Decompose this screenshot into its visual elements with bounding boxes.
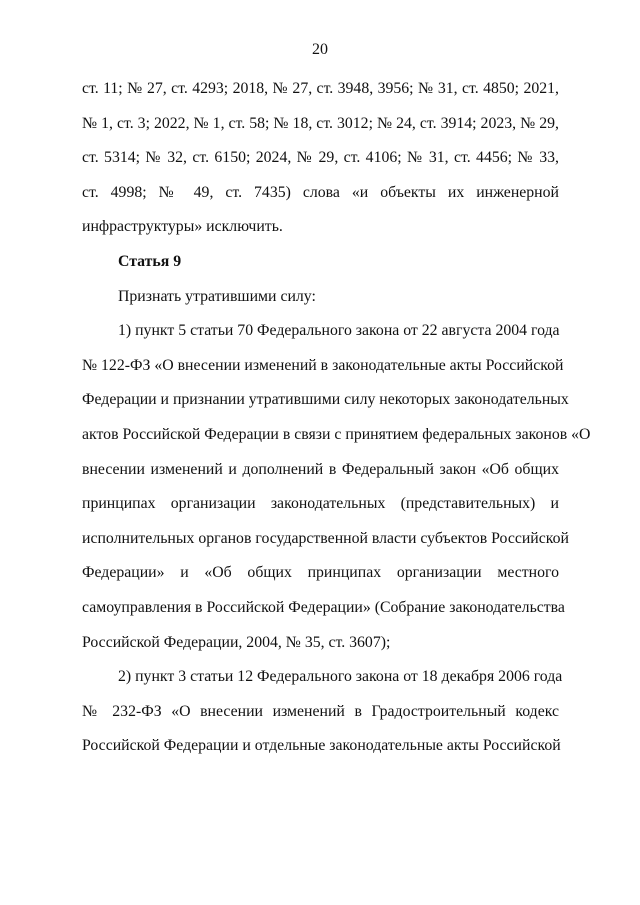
text-line: инфраструктуры» исключить. <box>82 218 283 236</box>
text-line: № 122-ФЗ «О внесении изменений в законодательные акты Российской <box>82 356 564 374</box>
list-item-2-start: 2) пункт 3 статьи 12 Федерального закона от 18 декабря 2006 года <box>118 668 563 686</box>
text-line: № 232-ФЗ «О внесении изменений в Градостроительный кодекс <box>82 702 559 720</box>
paragraph-intro: Признать утратившими силу: <box>118 287 316 305</box>
text-line: внесении изменений и дополнений в Федеральный закон «Об общих <box>82 460 559 478</box>
page-number: 20 <box>312 41 328 58</box>
text-line: Федерации и признании утратившими силу некоторых законодательных <box>82 391 569 409</box>
article-heading: Статья 9 <box>118 252 182 270</box>
document-body <box>82 72 591 764</box>
text-line: актов Российской Федерации в связи с принятием федеральных законов «О <box>82 425 591 443</box>
text-line: ст. 11; № 27, ст. 4293; 2018, № 27, ст. 3948, 3956; № 31, ст. 4850; 2021, <box>82 80 559 97</box>
text-line: ст. 5314; № 32, ст. 6150; 2024, № 29, ст. 4106; № 31, ст. 4456; № 33, <box>82 149 559 167</box>
text-line: Российской Федерации и отдельные законодательные акты Российской <box>82 737 561 755</box>
text-line: Российской Федерации, 2004, № 35, ст. 3607); <box>82 633 391 651</box>
text-line: исполнительных органов государственной власти субъектов Российской <box>82 529 569 547</box>
text-line: самоуправления в Российской Федерации» (Собрание законодательства <box>82 598 565 616</box>
text-line: ст. 4998; № 49, ст. 7435) слова «и объекты их инженерной <box>82 183 559 201</box>
text-line: принципах организации законодательных (представительных) и <box>82 495 559 513</box>
list-item-1-start: 1) пункт 5 статьи 70 Федерального закона от 22 августа 2004 года <box>118 322 560 340</box>
text-line: Федерации» и «Об общих принципах организации местного <box>82 564 559 582</box>
text-line: № 1, ст. 3; 2022, № 1, ст. 58; № 18, ст. 3012; № 24, ст. 3914; 2023, № 29, <box>82 114 559 132</box>
